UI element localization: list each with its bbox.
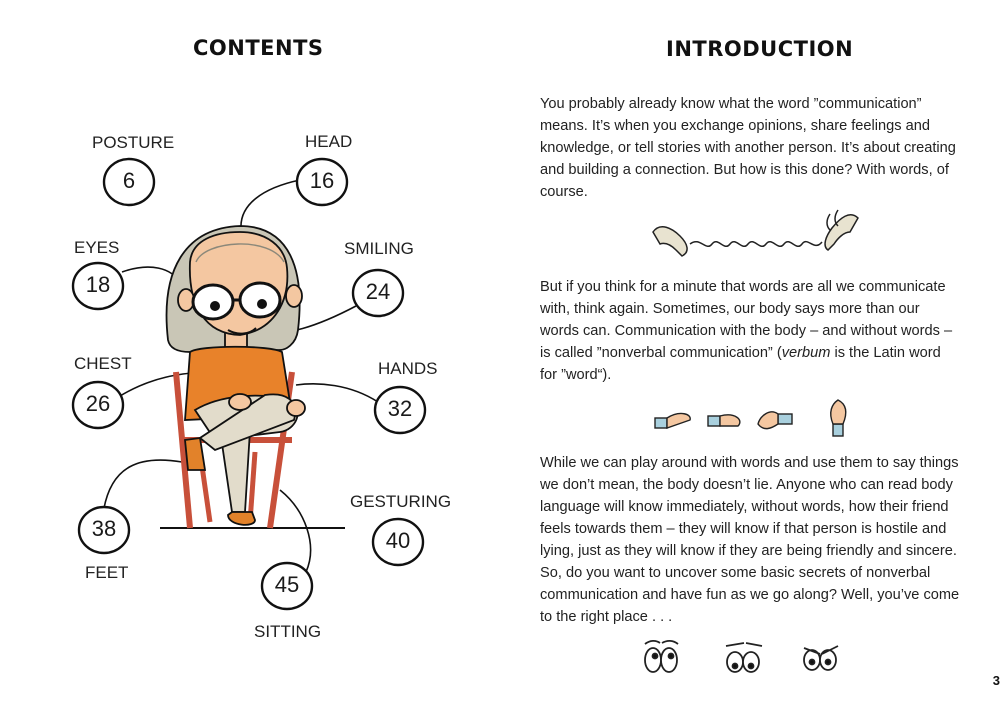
- intro-paragraph-1-text: You probably already know what the word ”communication” means. It’s when you exchange opinions, share feelings and knowledge, or tell stories with another person. It’s about creating and building a connection. But how is this done? With words, of course.: [540, 96, 956, 200]
- sitting-man-illustration: [160, 226, 345, 528]
- label-gesturing: GESTURING: [350, 492, 452, 511]
- label-hands: HANDS: [378, 359, 438, 378]
- page-gesturing: 40: [385, 528, 411, 553]
- intro-paragraph-2-text: [540, 276, 960, 386]
- eyes-icon: [645, 641, 838, 672]
- label-chest: CHEST: [74, 354, 132, 373]
- hand-gestures-icon: [655, 400, 846, 436]
- introduction-title: INTRODUCTION: [666, 37, 854, 61]
- intro-paragraph-2: [540, 276, 960, 386]
- page-hands: 32: [387, 396, 413, 421]
- label-sitting: SITTING: [254, 622, 322, 641]
- page-sitting: 45: [274, 572, 300, 597]
- page-head: 16: [309, 168, 335, 193]
- page-number: 3: [992, 673, 1000, 688]
- telephone-icon: [653, 210, 858, 256]
- intro-paragraph-2-after: is the Latin word for ”word“).: [540, 345, 941, 383]
- label-feet: FEET: [85, 563, 129, 582]
- intro-paragraph-3-text: While we can play around with words and use them to say things we don’t mean, the body doesn’t lie. Anyone who can read body language will know immediately, without words, how their friend feels towards them – they will know if that person is hostile and lying, just as they will know if they are being friendly and sincere. So, do you want to uncover some basic secrets of nonverbal communication and have fun as we go along? Well, you’ve come to the right place . . .: [540, 455, 960, 625]
- page-chest: 26: [85, 391, 111, 416]
- page-smiling: 24: [365, 279, 391, 304]
- label-posture: POSTURE: [92, 133, 175, 152]
- contents-title: CONTENTS: [193, 36, 324, 60]
- page-eyes: 18: [85, 272, 111, 297]
- label-head: HEAD: [305, 132, 353, 151]
- intro-paragraph-2-italic: verbum: [781, 345, 831, 361]
- label-eyes: EYES: [74, 238, 120, 257]
- label-smiling: SMILING: [344, 239, 414, 258]
- intro-paragraph-2-before: But if you think for a minute that words are all we communicate with, think again. Sometimes, our body says more than our words can. Communication with the body – and without words – is called ”nonverbal communication” (: [540, 279, 953, 361]
- intro-paragraph-3: [540, 452, 960, 628]
- page-feet: 38: [91, 516, 117, 541]
- intro-paragraph-1: [540, 93, 960, 203]
- page-posture: 6: [122, 168, 136, 193]
